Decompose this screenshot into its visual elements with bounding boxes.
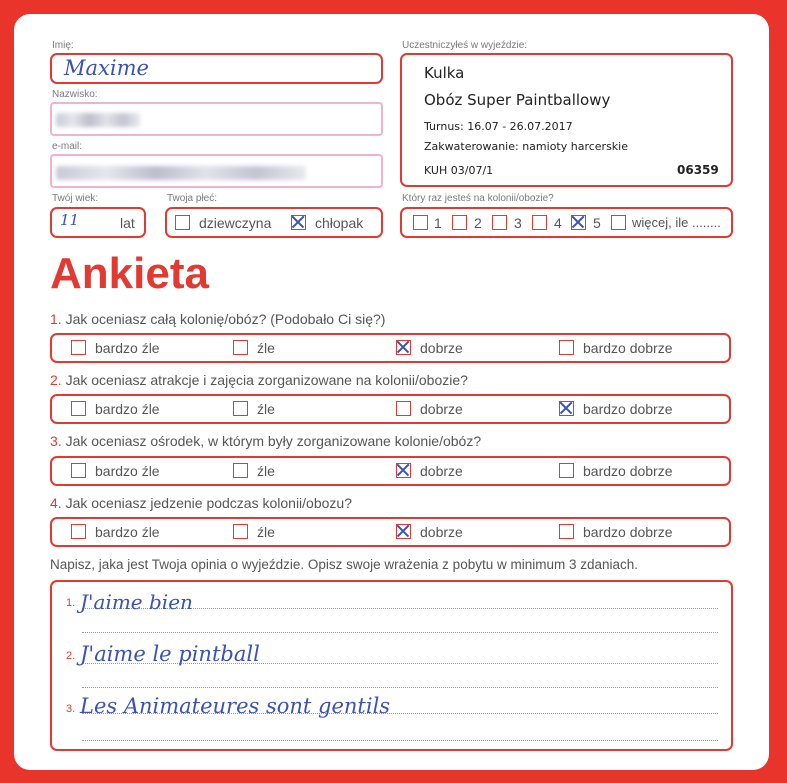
q1-option-bardzo-dobrze-checkbox[interactable]	[559, 340, 574, 355]
opinion-line-1-number: 1.	[66, 597, 76, 609]
surname-redacted	[56, 113, 140, 127]
opinion-line-3-number: 3.	[66, 703, 76, 715]
q1-option-bardzo-zle-checkbox[interactable]	[71, 340, 86, 355]
q1-option-dobrze-checkbox[interactable]	[396, 340, 411, 355]
q1-option-zle-label: źle	[257, 340, 275, 356]
gender-girl-checkbox[interactable]	[175, 215, 190, 230]
q2-option-bardzo-dobrze-label: bardzo dobrze	[583, 401, 673, 417]
gender-boy-checkbox[interactable]	[291, 215, 306, 230]
q2-option-dobrze-label: dobrze	[420, 401, 463, 417]
times-4-label: 4	[554, 215, 562, 231]
q2-option-zle-checkbox[interactable]	[233, 401, 248, 416]
gender-girl-label: dziewczyna	[199, 215, 272, 231]
times-5-checkbox[interactable]	[571, 215, 586, 230]
opinion-line-2-number: 2.	[66, 650, 76, 662]
question-1-number: 1.	[50, 311, 62, 327]
q2-option-bardzo-zle-checkbox[interactable]	[71, 401, 86, 416]
age-label: Twój wiek:	[52, 193, 99, 204]
q3-option-zle-label: źle	[257, 463, 275, 479]
name-label: Imię:	[52, 40, 74, 51]
q3-option-bardzo-zle-label: bardzo źle	[95, 463, 160, 479]
question-1-text: Jak oceniasz całą kolonię/obóz? (Podobało Ci się?)	[65, 311, 386, 327]
times-5-label: 5	[593, 215, 601, 231]
question-4-number: 4.	[50, 495, 62, 511]
question-4-text: Jak oceniasz jedzenie podczas kolonii/obozu?	[65, 495, 352, 511]
email-redacted	[56, 166, 306, 180]
times-more-checkbox[interactable]	[611, 215, 626, 230]
opinion-line-1-text: J'aime bien	[80, 590, 193, 614]
gender-label: Twoja płeć:	[167, 193, 218, 204]
q1-option-bardzo-dobrze-label: bardzo dobrze	[583, 340, 673, 356]
question-3-text: Jak oceniasz ośrodek, w którym były zorganizowane kolonie/obóz?	[65, 433, 482, 449]
participation-label: Uczestniczyłeś w wyjeździe:	[402, 40, 528, 51]
q1-option-dobrze-label: dobrze	[420, 340, 463, 356]
times-label: Który raz jesteś na kolonii/obozie?	[402, 193, 554, 204]
q4-option-bardzo-zle-checkbox[interactable]	[71, 524, 86, 539]
times-2-label: 2	[474, 215, 482, 231]
q3-option-bardzo-dobrze-checkbox[interactable]	[559, 463, 574, 478]
q3-option-bardzo-zle-checkbox[interactable]	[71, 463, 86, 478]
camp-code: KUH 03/07/1	[424, 164, 494, 177]
camp-name: Kulka	[424, 64, 465, 82]
times-4-checkbox[interactable]	[532, 215, 547, 230]
camp-accommodation: Zakwaterowanie: namioty harcerskie	[424, 140, 628, 153]
gender-boy-label: chłopak	[315, 215, 364, 231]
q3-option-bardzo-dobrze-label: bardzo dobrze	[583, 463, 673, 479]
question-2-text: Jak oceniasz atrakcje i zajęcia zorganizowane na kolonii/obozie?	[65, 372, 468, 388]
q4-option-bardzo-dobrze-label: bardzo dobrze	[583, 524, 673, 540]
email-label: e-mail:	[52, 141, 83, 152]
times-3-label: 3	[514, 215, 522, 231]
q4-option-dobrze-label: dobrze	[420, 524, 463, 540]
opinion-line-2-text: J'aime le pintball	[80, 642, 260, 666]
camp-title: Obóz Super Paintballowy	[424, 91, 611, 109]
opinion-line-3-text: Les Animateures sont gentils	[80, 694, 391, 718]
question-2	[50, 372, 468, 388]
q2-option-zle-label: źle	[257, 401, 275, 417]
opinion-line-3b-rule	[82, 740, 718, 741]
surname-label: Nazwisko:	[52, 89, 98, 100]
q2-option-bardzo-zle-label: bardzo źle	[95, 401, 160, 417]
question-3	[50, 433, 481, 449]
opinion-prompt: Napisz, jaka jest Twoja opinia o wyjeździe. Opisz swoje wrażenia z pobytu w minimum 3 zdaniach.	[50, 557, 639, 572]
question-3-number: 3.	[50, 433, 62, 449]
q4-option-zle-label: źle	[257, 524, 275, 540]
q1-option-bardzo-zle-label: bardzo źle	[95, 340, 160, 356]
times-more-label: więcej, ile ........	[632, 215, 721, 230]
question-1	[50, 311, 385, 327]
opinion-line-2b-rule	[82, 687, 718, 688]
age-unit: lat	[120, 215, 135, 231]
age-value: 11	[60, 211, 80, 229]
camp-number: 06359	[677, 163, 719, 177]
opinion-line-1b-rule	[82, 632, 718, 633]
question-2-number: 2.	[50, 372, 62, 388]
name-value: Maxime	[64, 56, 149, 80]
q3-option-dobrze-label: dobrze	[420, 463, 463, 479]
q4-option-dobrze-checkbox[interactable]	[396, 524, 411, 539]
q4-option-bardzo-zle-label: bardzo źle	[95, 524, 160, 540]
q4-option-zle-checkbox[interactable]	[233, 524, 248, 539]
q4-option-bardzo-dobrze-checkbox[interactable]	[559, 524, 574, 539]
times-1-label: 1	[434, 215, 442, 231]
q1-option-zle-checkbox[interactable]	[233, 340, 248, 355]
survey-title: Ankieta	[50, 249, 209, 298]
times-1-checkbox[interactable]	[413, 215, 428, 230]
times-2-checkbox[interactable]	[452, 215, 467, 230]
q3-option-zle-checkbox[interactable]	[233, 463, 248, 478]
question-4	[50, 495, 352, 511]
q2-option-bardzo-dobrze-checkbox[interactable]	[559, 401, 574, 416]
camp-turnus: Turnus: 16.07 - 26.07.2017	[424, 120, 573, 133]
times-3-checkbox[interactable]	[492, 215, 507, 230]
q3-option-dobrze-checkbox[interactable]	[396, 463, 411, 478]
q2-option-dobrze-checkbox[interactable]	[396, 401, 411, 416]
